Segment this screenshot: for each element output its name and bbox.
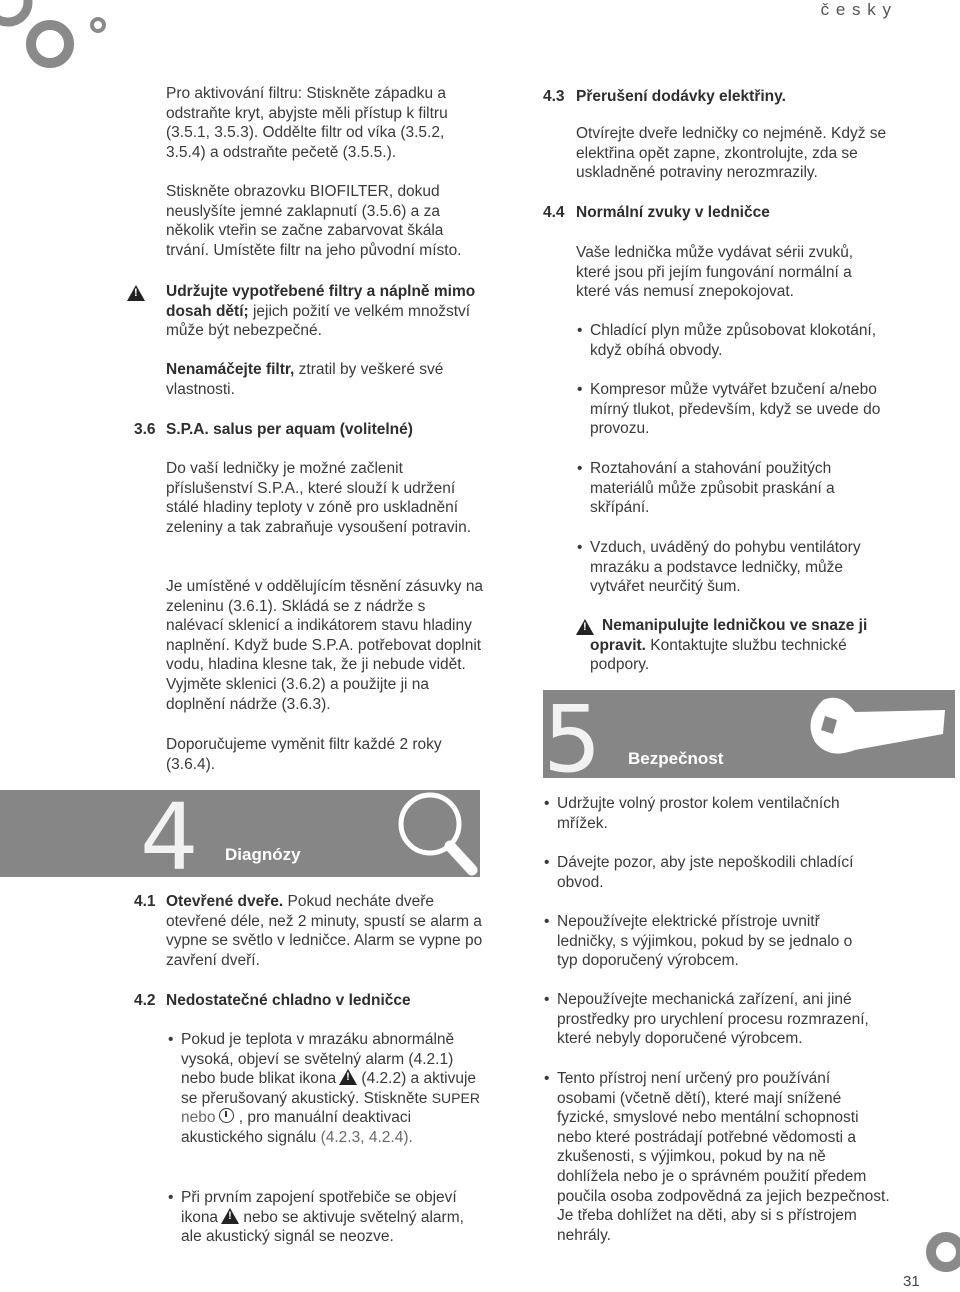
list-item: • Tento přístroj není určený pro používání osobami (včetně dětí), které mají snížené fyzické, smyslové nebo mentální schopnosti nebo které postrádají potřebné vědomosti a zkušenosti, s výjimkou, pokud by na ně dohlížela nebo je o správném použití předem poučila osoba zodpovědná za jejich bezpečnost. Je třeba dohlížet na děti, aby si s přístrojem nehrály. bbox=[557, 1069, 892, 1245]
list-item: • Při prvním zapojení spotřebiče se objeví ikona! nebo se aktivuje světelný alarm, ale akustický signál se neozve. bbox=[181, 1188, 486, 1247]
section-5-band bbox=[543, 686, 955, 793]
warning-icon bbox=[339, 1069, 357, 1085]
section-4-4-number: 4.4 bbox=[543, 204, 565, 221]
section-4-2-number: 4.2 bbox=[134, 992, 156, 1009]
warning-filters-text: Udržujte vypotřebené filtry a náplně mimo dosah dětí; jejich požití ve velkém množství může být nebezpečné. bbox=[166, 283, 476, 340]
section-4-2-title: Nedostatečné chladno v ledničce bbox=[166, 992, 411, 1009]
biofilter-text: Stiskněte obrazovku BIOFILTER, dokud neuslyšíte jemné zaklapnutí (3.5.6) a za několik vteřin se začne zabarvovat škála trvání. Umístěte filtr na jeho původní místo. bbox=[166, 183, 462, 259]
section-4-number: 4 bbox=[140, 784, 199, 891]
section-4-1-number: 4.1 bbox=[134, 893, 156, 910]
spa-location-text: Je umístěné v oddělujícím těsnění zásuvky na zeleninu (3.6.1). Skládá se z nádrže s nalévací sklenicí a indikátorem stavu hladiny naplnění. Když bude S.P.A. potřebovat doplnit vodu, hladina klesne tak, že ji nebude vidět. Vyjměte sklenici (3.6.2) a použijte ji na doplnění nádrže (3.6.3). bbox=[166, 578, 484, 713]
list-item: • Roztahování a stahování použitých materiálů může způsobit praskání a skřípání. bbox=[590, 459, 860, 518]
filter-activation-text: Pro aktivování filtru: Stiskněte západku a odstraňte kryt, abyjste měli přístup k filtru (3.5.1, 3.5.3). Oddělte filtr od víka (3.5.2, 3.5.4) a odstraňte pečetě (3.5.5.). bbox=[166, 85, 448, 161]
power-icon bbox=[219, 1108, 234, 1123]
warning-icon bbox=[127, 285, 145, 305]
page-number: 31 bbox=[903, 1273, 920, 1290]
wrench-icon bbox=[793, 690, 955, 778]
no-repair-warning: Nemanipulujte ledničkou ve snaze ji opravit. Kontaktujte službu technické podpory. bbox=[590, 617, 868, 674]
section-3-6-title: S.P.A. salus per aquam (volitelné) bbox=[166, 421, 413, 438]
section-5-title: Bezpečnost bbox=[628, 749, 724, 768]
section-4-3-title: Přerušení dodávky elektřiny. bbox=[576, 88, 786, 105]
section-3-6-number: 3.6 bbox=[134, 421, 156, 438]
decorative-circles-logo bbox=[0, 0, 110, 80]
list-item: • Nepoužívejte mechanická zařízení, ani jiné prostředky pro urychlení procesu rozmrazení, které nebyly doporučené výrobcem. bbox=[557, 990, 887, 1049]
section-4-4-title: Normální zvuky v ledničce bbox=[576, 204, 770, 221]
normal-sounds-text: Vaše lednička může vydávat sérii zvuků, které jsou při jejím fungování normální a které vás nemusí znepokojovat. bbox=[576, 244, 854, 301]
section-4-title: Diagnózy bbox=[225, 845, 301, 864]
list-item: • Nepoužívejte elektrické přístroje uvnitř ledničky, s výjimkou, pokud by se jednalo o typ doporučený výrobcem. bbox=[557, 912, 877, 971]
spa-intro-text: Do vaší ledničky je možné začlenit příslušenství S.P.A., které slouží k udržení stálé hladiny teploty v zóně pro uskladnění zeleniny a tak zabraňuje vysoušení potravin. bbox=[166, 460, 472, 536]
power-outage-text: Otvírejte dveře ledničky co nejméně. Když se elektřina opět zapne, zkontrolujte, zda se uskladněné potraviny nerozmrazily. bbox=[576, 125, 887, 182]
list-item: • Udržujte volný prostor kolem ventilačních mřížek. bbox=[557, 794, 877, 833]
no-soak-text: Nenamáčejte filtr, ztratil by veškeré své vlastnosti. bbox=[166, 361, 444, 398]
magnifier-icon bbox=[388, 790, 480, 877]
warning-icon bbox=[221, 1208, 239, 1224]
list-item: • Kompresor může vytvářet bzučení a/nebo mírný tlukot, především, když se uvede do provozu. bbox=[590, 380, 900, 439]
decorative-circle bbox=[922, 1228, 960, 1272]
list-item: • Dávejte pozor, aby jste nepoškodili chladící obvod. bbox=[557, 853, 877, 892]
section-4-3-number: 4.3 bbox=[543, 88, 565, 105]
section-4-1-text: Otevřené dveře. Pokud necháte dveře otevřené déle, než 2 minuty, spustí se alarm a vypne se světlo v ledničce. Alarm se vypne po zavření dveří. bbox=[166, 893, 483, 969]
list-item: • Chladící plyn může způsobovat klokotání, když obíhá obvody. bbox=[590, 321, 900, 360]
section-4-band bbox=[0, 784, 480, 891]
filter-replace-text: Doporučujeme vyměnit filtr každé 2 roky (3.6.4). bbox=[166, 736, 442, 773]
language-header: č e s k y bbox=[820, 0, 892, 19]
list-item: • Vzduch, uváděný do pohybu ventilátory mrazáku a podstavce ledničky, může vytvářet neurčitý šum. bbox=[590, 538, 890, 597]
list-item: • Pokud je teplota v mrazáku abnormálně vysoká, objeví se světelný alarm (4.2.1) nebo bude blikat ikona! (4.2.2) a aktivuje se přerušovaný akustický. Stiskněte SUPER nebo , pro manuální deaktivaci akustického signálu (4.2.3, 4.2.4). bbox=[181, 1030, 486, 1148]
section-5-number: 5 bbox=[543, 686, 602, 793]
